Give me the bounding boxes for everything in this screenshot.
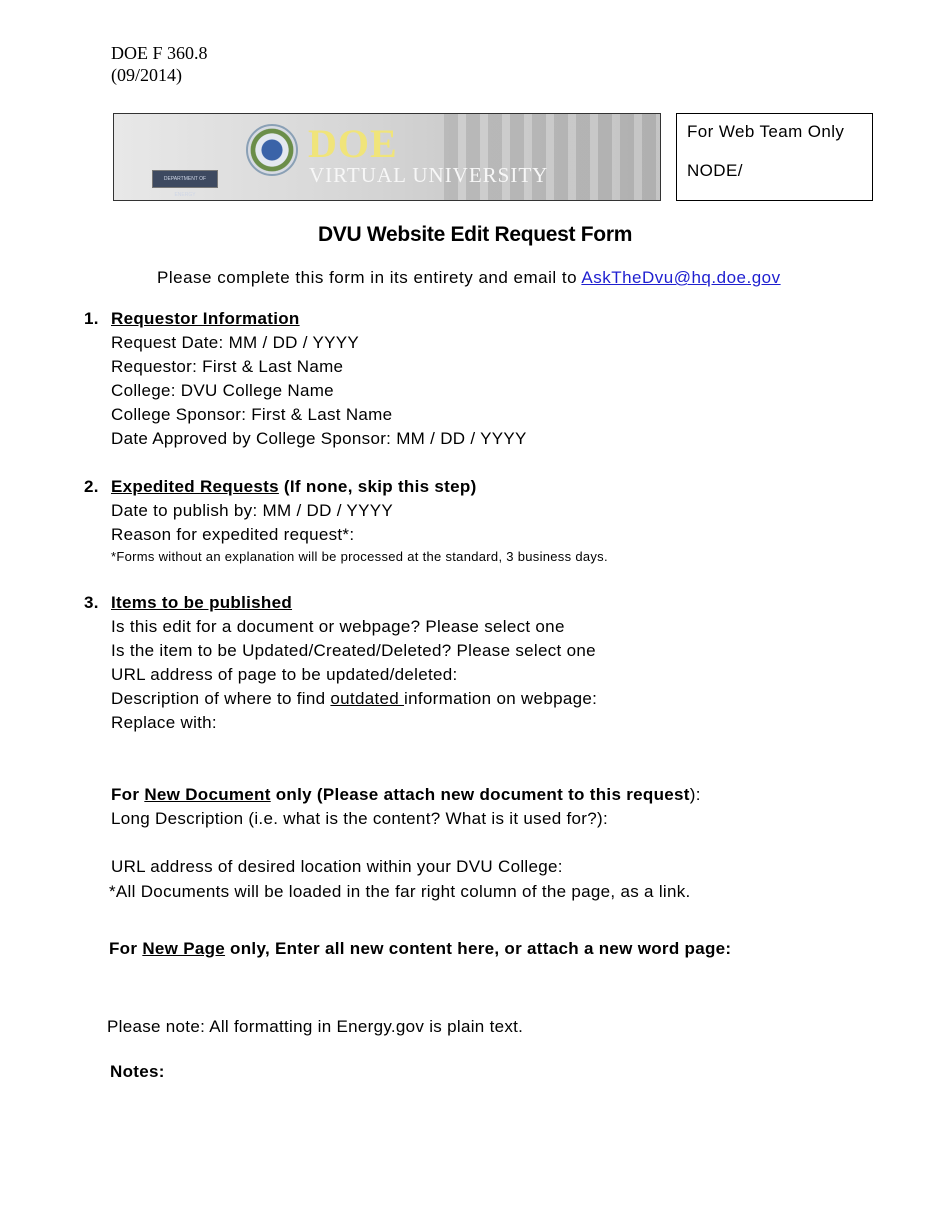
web-team-box <box>676 113 873 201</box>
heading-close: ): <box>689 785 701 804</box>
form-date: (09/2014) <box>111 65 182 85</box>
doe-logo-text: DOE <box>308 121 398 166</box>
expedite-note: *Forms without an explanation will be processed at the standard, 3 business days. <box>111 549 608 564</box>
spacer <box>111 831 701 855</box>
web-team-label: For Web Team Only <box>687 122 845 141</box>
heading-underlined: New Page <box>142 939 226 958</box>
new-page-heading <box>109 937 731 961</box>
college-field[interactable]: College: DVU College Name <box>111 381 334 400</box>
department-sign: DEPARTMENT OF ENERGY <box>152 170 218 188</box>
date-approved-field[interactable]: Date Approved by College Sponsor: MM / DD / YYYY <box>111 429 527 448</box>
college-sponsor-field[interactable]: College Sponsor: First & Last Name <box>111 405 393 424</box>
form-number-block <box>111 42 208 86</box>
section-heading-text: Expedited Requests <box>111 477 279 496</box>
section-heading: Requestor Information <box>111 309 300 328</box>
outdated-info-field[interactable] <box>111 687 597 711</box>
heading-prefix: For <box>111 785 145 804</box>
new-document-heading <box>111 783 701 807</box>
replace-with-field[interactable]: Replace with: <box>111 713 217 732</box>
request-date-field[interactable]: Request Date: MM / DD / YYYY <box>111 333 360 352</box>
heading-prefix: For <box>109 939 143 958</box>
doc-or-webpage-select[interactable]: Is this edit for a document or webpage? Please select one <box>111 617 565 636</box>
heading-suffix: only, Enter all new content here, or attach a new word page: <box>225 939 732 958</box>
requestor-field[interactable]: Requestor: First & Last Name <box>111 357 344 376</box>
url-to-update-field[interactable]: URL address of page to be updated/deleted: <box>111 665 458 684</box>
documents-note: *All Documents will be loaded in the far right column of the page, as a link. <box>109 882 691 901</box>
heading-underlined: New Document <box>144 785 271 804</box>
section-heading-suffix: (If none, skip this step) <box>278 477 477 496</box>
expedite-reason-field[interactable]: Reason for expedited request*: <box>111 525 355 544</box>
update-type-select[interactable]: Is the item to be Updated/Created/Deleted? Please select one <box>111 641 596 660</box>
publish-date-field[interactable]: Date to publish by: MM / DD / YYYY <box>111 501 393 520</box>
page-title: DVU Website Edit Request Form <box>317 223 633 246</box>
node-field[interactable]: NODE/ <box>687 161 743 180</box>
heading-suffix: only (Please attach new document to this request <box>270 785 690 804</box>
long-description-field[interactable]: Long Description (i.e. what is the content? What is it used for?): <box>111 809 608 828</box>
desired-url-field[interactable]: URL address of desired location within your DVU College: <box>111 857 563 876</box>
doe-banner-image <box>113 113 661 201</box>
desc-prefix: Description of where to find <box>111 689 331 708</box>
new-document-section <box>111 783 701 879</box>
section-heading: Items to be published <box>111 593 293 612</box>
section-heading <box>111 475 608 499</box>
intro-instruction: Please complete this form in its entirety and email to <box>157 268 582 287</box>
virtual-university-text: VIRTUAL UNIVERSITY <box>309 163 549 187</box>
intro-text <box>157 268 781 288</box>
notes-label: Notes: <box>110 1062 165 1081</box>
section-number: 2. <box>84 477 99 496</box>
section-number: 3. <box>84 593 99 612</box>
desc-suffix: information on webpage: <box>404 689 598 708</box>
desc-underlined: outdated <box>330 689 405 708</box>
section-number: 1. <box>84 309 99 328</box>
formatting-note: Please note: All formatting in Energy.gov is plain text. <box>107 1017 524 1036</box>
email-link[interactable]: AskTheDvu@hq.doe.gov <box>581 268 781 287</box>
form-number: DOE F 360.8 <box>111 43 208 63</box>
doe-seal-icon <box>246 124 298 176</box>
